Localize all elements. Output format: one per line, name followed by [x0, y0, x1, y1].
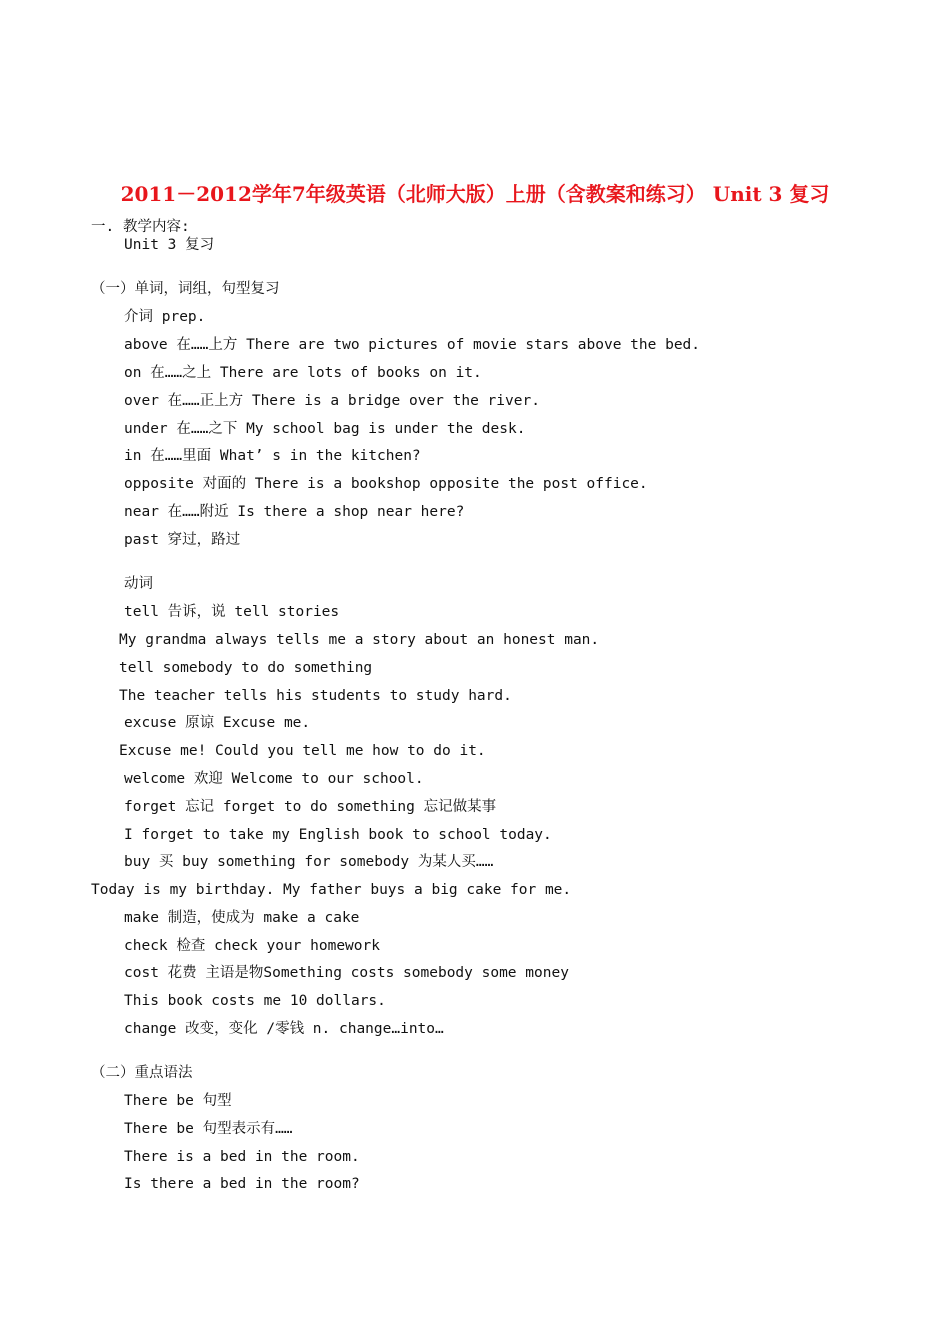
text-line: near 在……附近 Is there a shop near here? [124, 504, 465, 520]
text-line: forget 忘记 forget to do something 忘记做某事 [124, 799, 497, 815]
text-line: excuse 原谅 Excuse me. [124, 715, 311, 731]
text-line: 介词 prep. [124, 309, 206, 325]
text-line: There be 句型表示有…… [124, 1121, 293, 1137]
text-line: There be 句型 [124, 1093, 232, 1109]
text-line: 一. 教学内容: [91, 219, 190, 235]
text-line: under 在……之下 My school bag is under the desk. [124, 421, 526, 437]
document-title: 2011－2012学年7年级英语（北师大版）上册（含教案和练习） Unit 3 复习 [120, 182, 830, 206]
text-line: This book costs me 10 dollars. [124, 993, 386, 1009]
text-line: make 制造，使成为 make a cake [124, 910, 360, 926]
text-line: check 检查 check your homework [124, 938, 380, 954]
text-line: tell somebody to do something [119, 660, 373, 676]
text-line: （二）重点语法 [91, 1065, 193, 1081]
text-line: past 穿过，路过 [124, 532, 241, 548]
text-line: change 改变，变化 /零钱 n. change…into… [124, 1021, 444, 1037]
text-line: Unit 3 复习 [124, 237, 215, 253]
text-line: （一）单词，词组，句型复习 [91, 281, 280, 297]
text-line: in 在……里面 What’ s in the kitchen? [124, 448, 421, 464]
text-line: Excuse me! Could you tell me how to do it. [119, 743, 486, 759]
text-line: There is a bed in the room. [124, 1149, 360, 1165]
text-line: buy 买 buy something for somebody 为某人买…… [124, 854, 494, 870]
text-line: above 在……上方 There are two pictures of movie stars above the bed. [124, 337, 701, 353]
text-line: Today is my birthday. My father buys a big cake for me. [91, 882, 572, 898]
text-line: tell 告诉，说 tell stories [124, 604, 340, 620]
text-line: over 在……正上方 There is a bridge over the river. [124, 393, 540, 409]
text-line: Is there a bed in the room? [124, 1176, 360, 1192]
text-line: I forget to take my English book to school today. [124, 827, 552, 843]
text-line: on 在……之上 There are lots of books on it. [124, 365, 482, 381]
text-line: The teacher tells his students to study hard. [119, 688, 512, 704]
text-line: opposite 对面的 There is a bookshop opposite the post office. [124, 476, 648, 492]
text-line: My grandma always tells me a story about an honest man. [119, 632, 600, 648]
text-line: 动词 [124, 576, 153, 592]
text-line: welcome 欢迎 Welcome to our school. [124, 771, 424, 787]
text-line: cost 花费 主语是物Something costs somebody some money [124, 965, 569, 981]
